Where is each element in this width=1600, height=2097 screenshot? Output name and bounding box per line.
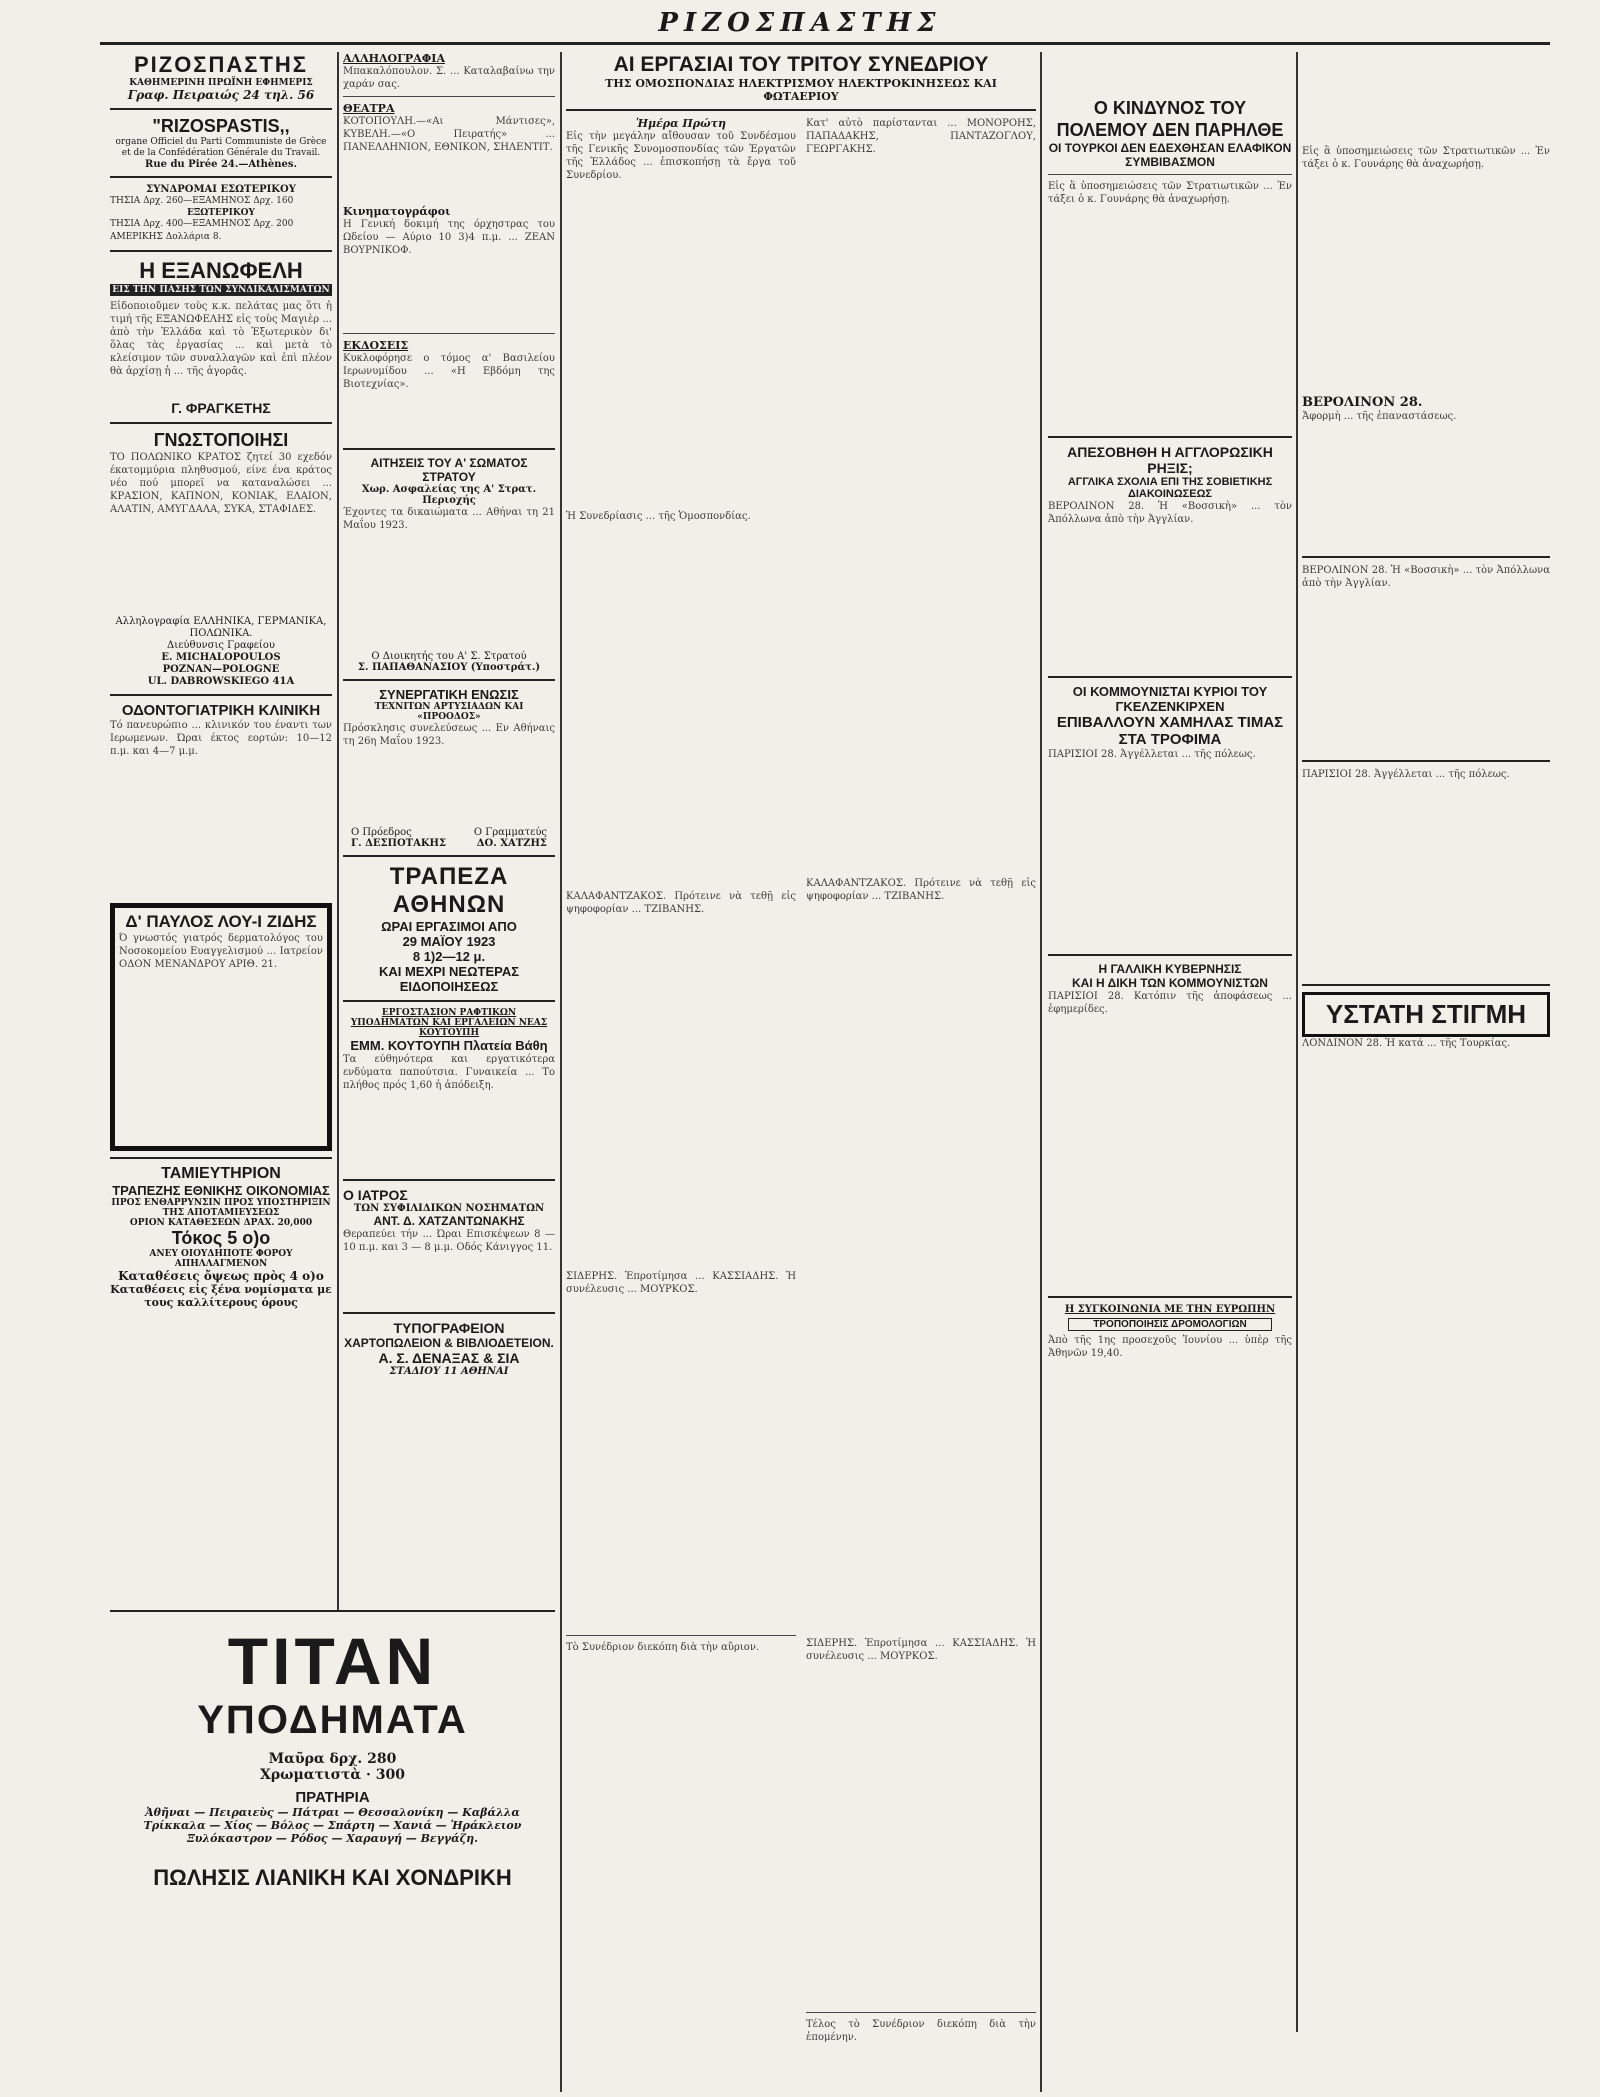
contact-line: Διεύθυνσις Γραφείου	[167, 640, 275, 651]
contact-block	[110, 616, 332, 688]
section-title: ΑΙΤΗΣΕΙΣ ΤΟΥ Α' ΣΩΜΑΤΟΣ ΣΤΡΑΤΟΥ	[370, 456, 528, 484]
signature: ΔΟ. ΧΑΤΖΗΣ	[476, 838, 547, 849]
article-body: ΒΕΡΟΛΙΝΟΝ 28. Ἡ «Βοσσικὴ» ... τὸν Ἀπόλλωνα ἀπὸ τὴν Ἀγγλίαν.	[1302, 565, 1550, 589]
article-subhead: ΤΡΟΠΟΠΟΙΗΣΙΣ ΔΡΟΜΟΛΟΓΙΩΝ	[1068, 1318, 1272, 1331]
masthead-rule	[100, 42, 1550, 45]
article-footer: Τέλος τὸ Συνέδριον διεκόπη διὰ τὴν ἑπομένην.	[806, 2019, 1036, 2043]
article-subhead: ΕΙΣ ΤΗΝ ΠΑΣΗΣ ΤΩΝ ΣΥΝΔΙΚΑΛΙΣΜΑΤΩΝ	[110, 284, 332, 296]
ad-shops-line: Ἀθῆναι — Πειραιεὺς — Πάτραι — Θεσσαλονίκη — Καβάλλα	[145, 1806, 520, 1819]
print-line: ΣΤΑΔΙΟΥ 11 ΑΘΗΝΑΙ	[389, 1366, 509, 1377]
signature: Ο Διοικητής του Α' Σ. Στρατού	[371, 651, 527, 662]
bank-line: 29 ΜΑΪΟΥ 1923	[402, 934, 496, 949]
article-paragraph: ΣΙΔΕΡΗΣ. Ἐπροτίμησα ... ΚΑΣΣΙΑΔΗΣ. Ἡ συνέλευσις ... ΜΟΥΡΚΟΣ.	[806, 1638, 1036, 1662]
signature: Γ. ΔΕΣΠΟΤΑΚΗΣ	[351, 838, 447, 849]
shop-title: ΕΡΓΟΣΤΑΣΙΟΝ ΡΑΦΤΙΚΩΝ ΥΠΟΔΗΜΑΤΩΝ ΚΑΙ ΕΡΓΑΛΕΙΩΝ ΝΕΑΣ ΚΟΥΤΟΥΠΗ	[350, 1008, 548, 1038]
doctor-body: Θεραπεύει τήν ... Ώραι Επισκέψεων 8 — 10 π.μ. και 3 — 8 μ.μ. Οδός Κάνιγγος 11.	[343, 1229, 555, 1253]
day-label: Ἡμέρα Πρώτη	[636, 117, 726, 130]
ad-line: Καταθέσεις εἰς ξένα νομίσματα με τους καλλίτερους όρους	[110, 1283, 332, 1309]
article-paragraph: ΚΑΛΑΦΑΝΤΖΑΚΟΣ. Πρότεινε νὰ τεθῇ εἰς ψηφοφορίαν ... ΤΖΙΒΑΝΗΣ.	[806, 878, 1036, 902]
subscriptions-line: ΤΗΣΙΑ Δρχ. 260—ΕΞΑΜΗΝΟΣ Δρχ. 160	[110, 196, 294, 206]
section-title: ΘΕΑΤΡΑ	[343, 102, 395, 115]
ad-shops-title: ΠΡΑΤΗΡΙΑ	[295, 1789, 370, 1806]
ad-headline: ΤΑΜΙΕΥΤΗΡΙΟΝ	[161, 1165, 281, 1182]
article-body: Ἀφορμὴ ... τῆς ἐπαναστάσεως.	[1302, 411, 1457, 422]
bank-line: ΚΑΙ ΜΕΧΡΙ ΝΕΩΤΕΡΑΣ ΕΙΔΟΠΟΙΗΣΕΩΣ	[378, 964, 520, 994]
doctor-subtitle: ΤΩΝ ΣΥΦΙΛΙΔΙΚΩΝ ΝΟΣΗΜΑΤΩΝ	[353, 1203, 545, 1214]
ad-shops-line: Ξυλόκαστρον — Ρόδος — Χαραυγή — Βεγγάζη.	[187, 1832, 478, 1845]
column-4a	[1048, 52, 1292, 2032]
ad-brand: ΤΙΤΑΝ	[227, 1624, 438, 1698]
column-4b	[1302, 52, 1550, 2032]
titan-ad	[110, 1625, 555, 1891]
dateline: ΒΕΡΟΛΙΝΟΝ 28.	[1302, 395, 1423, 410]
ad-line: ΑΝΕΥ ΟΙΟΥΔΗΠΟΤΕ ΦΟΡΟΥ ΑΠΗΛΛΑΓΜΕΝΟΝ	[149, 1249, 293, 1269]
subscriptions-line: ΕΞΩΤΕΡΙΚΟΥ	[187, 208, 255, 218]
doctor-name: ΑΝΤ. Δ. ΧΑΤΖΑΝΤΩΝΑΚΗΣ	[373, 1214, 525, 1228]
article-subhead: ΕΠΙΒΑΛΛΟΥΝ ΧΑΜΗΛΑΣ ΤΙΜΑΣ ΣΤΑ ΤΡΟΦΙΜΑ	[1056, 714, 1284, 748]
article-body: Εἰς ἃ ὑποσημειώσεις τῶν Στρατιωτικῶν ... Ἐν τάξει ὁ κ. Γουνάρης θὰ ἀναχωρήσῃ.	[1048, 181, 1292, 205]
section-subtitle: Χωρ. Ασφαλείας της Α' Στρατ. Περιοχής	[361, 484, 537, 506]
section-subtitle: ΤΕΧΝΙΤΩΝ ΑΡΤΥΣΙΑΔΩΝ ΚΑΙ «ΠΡΟΟΔΟΣ»	[374, 702, 524, 722]
article-body: ΠΑΡΙΣΙΟΙ 28. Κατόπιν τῆς ἀποφάσεως ... ἐφημερίδες.	[1048, 991, 1292, 1015]
subscriptions-line: ΤΗΣΙΑ Δρχ. 400—ΕΞΑΜΗΝΟΣ Δρχ. 200	[110, 219, 294, 229]
signature: Ο Πρόεδρος	[351, 827, 412, 838]
article-paragraph: Ἡ Συνεδρίασις ... τῆς Ὁμοσπονδίας.	[566, 511, 751, 522]
section-body: Κυκλοφόρησε ο τόμος α' Βασιλείου Ιερωνυμίδου ... «Η Εβδόμη της Βιοτεχνίας».	[343, 353, 555, 390]
contact-line: UL. DABROWSKIEGO 41A	[147, 676, 295, 687]
paper-address: Γραφ. Πειραιώς 24 τηλ. 56	[127, 88, 315, 102]
ad-price: Μαῦρα δρχ. 280	[268, 1751, 397, 1767]
contact-line: E. MICHALOPOULOS	[161, 652, 281, 663]
article-footer: Τὸ Συνέδριον διεκόπη διὰ τὴν αὔριον.	[566, 1642, 760, 1653]
ad-headline: Δ' ΠΑΥΛΟΣ ΛΟΥ-Ι ΖΙΔΗΣ	[125, 912, 317, 931]
article-paragraph: ΚΑΛΑΦΑΝΤΖΑΚΟΣ. Πρότεινε νὰ τεθῇ εἰς ψηφοφορίαν ... ΤΖΙΒΑΝΗΣ.	[566, 891, 796, 915]
article-headline: ΑΠΕΣΟΒΗΘΗ Η ΑΓΓΛΟΡΩΣΙΚΗ ΡΗΞΙΣ;	[1067, 444, 1273, 476]
ad-line: Καταθέσεις ὄψεως πρὸς 4 ο)ο	[118, 1269, 324, 1283]
article-body: ΠΑΡΙΣΙΟΙ 28. Ἀγγέλλεται ... τῆς πόλεως.	[1302, 769, 1510, 780]
latin-address: Rue du Pirée 24.—Athènes.	[145, 159, 297, 170]
print-line: ΧΑΡΤΟΠΩΛΕΙΟΝ & ΒΙΒΛΙΟΔΕΤΕΙΟΝ.	[344, 1336, 554, 1350]
center-article	[566, 52, 1036, 2092]
last-minute-headline: ΥΣΤΑΤΗ ΣΤΙΓΜΗ	[1302, 992, 1550, 1037]
column-rule	[1296, 52, 1298, 2032]
contact-line: Αλληλογραφία ΕΛΛΗΝΙΚΑ, ΓΕΡΜΑΝΙΚΑ, ΠΟΛΩΝΙΚΑ.	[115, 616, 327, 639]
article-headline: Η ΣΥΓΚΟΙΝΩΝΙΑ ΜΕ ΤΗΝ ΕΥΡΩΠΗΝ	[1064, 1304, 1276, 1315]
ad-rule	[110, 1610, 555, 1612]
latin-title: "RIZOSPASTIS,,	[152, 116, 290, 136]
bank-title: ΤΡΑΠΕΖΑ ΑΘΗΝΩΝ	[389, 863, 509, 918]
ad-product: ΥΠΟΔΗΜΑΤΑ	[197, 1698, 468, 1742]
article-signature: Γ. ΦΡΑΓΚΕΤΗΣ	[171, 400, 271, 416]
signatures-row	[343, 838, 555, 849]
article-paragraph: ΣΙΔΕΡΗΣ. Ἐπροτίμησα ... ΚΑΣΣΙΑΔΗΣ. Ἡ συνέλευσις ... ΜΟΥΡΚΟΣ.	[566, 1271, 796, 1295]
section-body: Η Γενική δοκιμή της όρχηστρας του Ωδείου — Αύριο 10 3)4 π.μ. ... ΖΕΑΝ ΒΟΥΡΝΙΚΟΦ.	[343, 219, 555, 256]
contact-line: POZNAN—POLOGNE	[162, 664, 280, 675]
section-title: ΣΥΝΕΡΓΑΤΙΚΗ ΕΝΩΣΙΣ	[379, 687, 519, 702]
bank-line: ΩΡΑΙ ΕΡΓΑΣΙΜΟΙ ΑΠΟ	[381, 919, 517, 934]
subscriptions-line: ΑΜΕΡΙΚΗΣ Δολλάρια 8.	[110, 232, 222, 242]
article-headline: ΟΙ ΚΟΜΜΟΥΝΙΣΤΑΙ ΚΥΡΙΟΙ ΤΟΥ ΓΚΕΛΖΕΝΚΙΡΧΕΝ	[1072, 684, 1268, 714]
ad-price: Χρωματιστὰ · 300	[259, 1767, 406, 1783]
section-body: Πρόσκλησις συνελεύσεως ... Εν Αθήναις τη 26η Μαΐου 1923.	[343, 723, 555, 747]
article-headline: ΟΔΟΝΤΟΓΙΑΤΡΙΚΗ ΚΛΙΝΙΚΗ	[121, 702, 321, 719]
article-body: Εἰδοποιοῦμεν τοὺς κ.κ. πελάτας μας ὅτι ἡ τιμή τῆς ΕΞΑΝΩΦΕΛΗΣ εἰς τοὺς Μαγιὲρ ... ἀπὸ τὴν Ἐλλάδα καὶ τὸ Ἐξωτερικὸν δι' ὅλας τὰς ἐργασίας ... καὶ μετὰ τὸ κλείσιμον τῶν συναλλαγῶν καὶ ἐπὶ πλέον θὰ ἀρχίσῃ ἡ ... τῆς ἀγορᾶς.	[110, 301, 332, 377]
article-subhead: ΚΑΙ Η ΔΙΚΗ ΤΩΝ ΚΟΜΜΟΥΝΙΣΤΩΝ	[1072, 976, 1268, 990]
signature: Σ. ΠΑΠΑΘΑΝΑΣΙΟΥ (Υποστράτ.)	[357, 662, 541, 673]
ad-line: ΤΡΑΠΕΖΗΣ ΕΘΝΙΚΗΣ ΟΙΚΟΝΟΜΙΑΣ	[112, 1183, 330, 1198]
signatures-row	[343, 827, 555, 838]
article-subhead: ΤΗΣ ΟΜΟΣΠΟΝΔΙΑΣ ΗΛΕΚΤΡΙΣΜΟΥ ΗΛΕΚΤΡΟΚΙΝΗΣΕΩΣ ΚΑΙ ΦΩΤΑΕΡΙΟΥ	[605, 77, 997, 103]
ad-line: Τόκος 5 ο)ο	[171, 1228, 271, 1248]
shop-body: Τα εύθηνότερα και εργατικότερα ενδύματα παπούτσια. Γυναικεία ... Το πλήθος πρός 1,60 ἡ ἀπόδειξη.	[343, 1054, 555, 1091]
section-body: Έχοντες τα δικαιώματα ... Αθήναι τη 21 Μαΐου 1923.	[343, 507, 555, 531]
article-column-left	[566, 117, 796, 2044]
section-title: Κινηματογράφοι	[343, 205, 451, 218]
ad-line: ΠΡΟΣ ΕΝΘΑΡΡΥΝΣΙΝ ΠΡΟΣ ΥΠΟΣΤΗΡΙΞΙΝ ΤΗΣ ΑΠΟΤΑΜΙΕΥΣΕΩΣ	[111, 1198, 331, 1218]
article-headline: ΑΙ ΕΡΓΑΣΙΑΙ ΤΟΥ ΤΡΙΤΟΥ ΣΥΝΕΔΡΙΟΥ	[613, 53, 989, 76]
article-headline: Η ΓΑΛΛΙΚΗ ΚΥΒΕΡΝΗΣΙΣ	[1098, 962, 1242, 976]
subscriptions-title: ΣΥΝΔΡΟΜΑΙ ΕΣΩΤΕΡΙΚΟΥ	[146, 184, 296, 195]
article-body: Ἀπὸ τῆς 1ης προσεχοῦς Ἰουνίου ... ὑπὲρ τῆς Ἀθηνῶν 19,40.	[1048, 1335, 1292, 1359]
article-paragraph: Εἰς τὴν μεγάλην αἴθουσαν τοῦ Συνδέσμου τῆς Γενικῆς Συνομοσπονδίας τῶν Ἐργατῶν τῆς Ἑλλάδος ... ἐπισκοπήσῃ τὰ ἔργα τοῦ Συνεδρίου.	[566, 131, 796, 181]
column-2	[343, 52, 555, 1612]
print-title: ΤΥΠΟΓΡΑΦΕΙΟΝ	[393, 1320, 505, 1336]
ad-body: Ό γνωστός γιατρός δερματολόγος του Νοσοκομείου Ευαγγελισμού ... Ιατρείον ΟΔΟΝ ΜΕΝΑΝΔΡΟΥ ΑΡΙΘ. 21.	[119, 933, 323, 970]
ad-line: ΟΡΙΟΝ ΚΑΤΑΘΕΣΕΩΝ ΔΡΑΧ. 20,000	[129, 1218, 313, 1228]
article-body: ΒΕΡΟΛΙΝΟΝ 28. Ἡ «Βοσσικὴ» ... τὸν Ἀπόλλωνα ἀπὸ τὴν Ἀγγλίαν.	[1048, 501, 1292, 525]
paper-title: ΡΙΖΟΣΠΑΣΤΗΣ	[133, 52, 309, 77]
article-paragraph: Κατ' αὐτὸ παρίστανται ... ΜΟΝΟΡΟΗΣ, ΠΑΠΑΔΑΚΗΣ, ΠΑΝΤΑΖΟΓΛΟΥ, ΓΕΩΡΓΑΚΗΣ.	[806, 118, 1036, 155]
article-body: ΠΑΡΙΣΙΟΙ 28. Ἀγγέλλεται ... τῆς πόλεως.	[1048, 749, 1256, 760]
article-body: ΛΟΝΔΙΝΟΝ 28. Ἡ κατά ... τῆς Τουρκίας.	[1302, 1038, 1511, 1049]
signature: Ο Γραμματεύς	[473, 827, 547, 838]
masthead: ΡΙΖΟΣΠΑΣΤΗΣ	[658, 8, 942, 38]
ad-footer: ΠΩΛΗΣΙΣ ΛΙΑΝΙΚΗ ΚΑΙ ΧΟΝΔΡΙΚΗ	[153, 1865, 512, 1890]
article-headline: ΓΝΩΣΤΟΠΟΙΗΣΙ	[153, 430, 289, 450]
paper-subtitle: ΚΑΘΗΜΕΡΙΝΗ ΠΡΩΪΝΗ ΕΦΗΜΕΡΙΣ	[129, 78, 313, 88]
latin-subtitle: organe Officiel du Parti Communiste de Grèce et de la Confédération Générale du Travail.	[115, 137, 327, 158]
column-rule	[560, 52, 562, 2092]
shop-name: ΕΜΜ. ΚΟΥΤΟΥΠΗ Πλατεία Βάθη	[350, 1038, 548, 1053]
ad-shops-line: Τρίκκαλα — Χίος — Βόλος — Σπάρτη — Χανιά — Ἡράκλειον	[143, 1819, 522, 1832]
article-columns	[566, 117, 1036, 2044]
article-column-right	[806, 117, 1036, 2044]
section-title: ΕΚΔΟΣΕΙΣ	[343, 339, 409, 352]
article-headline: Η ΕΞΑΝΩΦΕΛΗ	[139, 258, 303, 283]
article-subhead: ΑΓΓΛΙΚΑ ΣΧΟΛΙΑ ΕΠΙ ΤΗΣ ΣΟΒΙΕΤΙΚΗΣ ΔΙΑΚΟΙΝΩΣΕΩΣ	[1067, 476, 1273, 500]
doctor-ad	[110, 903, 332, 1151]
article-body: ΤΟ ΠΟΛΩΝΙΚΟ ΚΡΑΤΟΣ ζητεί 30 εχεδόν έκατομμύρια πληθυσμού, είνε ένα κράτος νέο πού μπορεϊ να καταναλώσει ... ΚΡΑΣΙΟΝ, ΚΑΠΝΟΝ, ΚΟΝΙΑΚ, ΕΛΑΙΟΝ, ΑΛΑΤΙΝ, ΑΜΥΓΔΑΛΑ, ΣΥΚΑ, ΣΤΑΦΙΔΕΣ.	[110, 452, 332, 515]
column-1	[110, 52, 332, 1612]
article-headline: Ο ΚΙΝΔΥΝΟΣ ΤΟΥ ΠΟΛΕΜΟΥ ΔΕΝ ΠΑΡΗΛΘΕ	[1056, 98, 1284, 140]
print-line: Α. Σ. ΔΕΝΑΞΑΣ & ΣΙΑ	[378, 1350, 520, 1366]
article-body: Εἰς ἃ ὑποσημειώσεις τῶν Στρατιωτικῶν ... Ἐν τάξει ὁ κ. Γουνάρης θὰ ἀναχωρήσῃ.	[1302, 146, 1550, 170]
bank-line: 8 1)2—12 μ.	[412, 949, 486, 964]
article-subhead: ΟΙ ΤΟΥΡΚΟΙ ΔΕΝ ΕΔΕΧΘΗΣΑΝ ΕΛΑΦΙΚΟΝ ΣΥΜΒΙΒΑΣΜΟΝ	[1048, 141, 1292, 169]
doctor-title: Ο ΙΑΤΡΟΣ	[343, 1187, 408, 1203]
column-rule	[1040, 52, 1042, 2092]
column-rule	[337, 52, 339, 1612]
section-title: ΑΛΛΗΛΟΓΡΑΦΙΑ	[343, 52, 445, 65]
section-body: Μπακαλόπουλον. Σ. ... Καταλαβαίνω την χαράν σας.	[343, 66, 555, 90]
section-body: ΚΟΤΟΠΟΥΛΗ.—«Αι Μάντισες», ΚΥΒΕΛΗ.—«Ο Πειρατής» ... ΠΑΝΕΛΛΗΝΙΟΝ, ΕΘΝΙΚΟΝ, ΣΗΛΕΝΤΙΤ.	[343, 116, 555, 153]
article-body: Τό πανευρώπιο ... κλινικόν του έναντι των Ιερωμενων. Ώραι έκτος εορτών: 10—12 π.μ. και 4—7 μ.μ.	[110, 720, 332, 757]
